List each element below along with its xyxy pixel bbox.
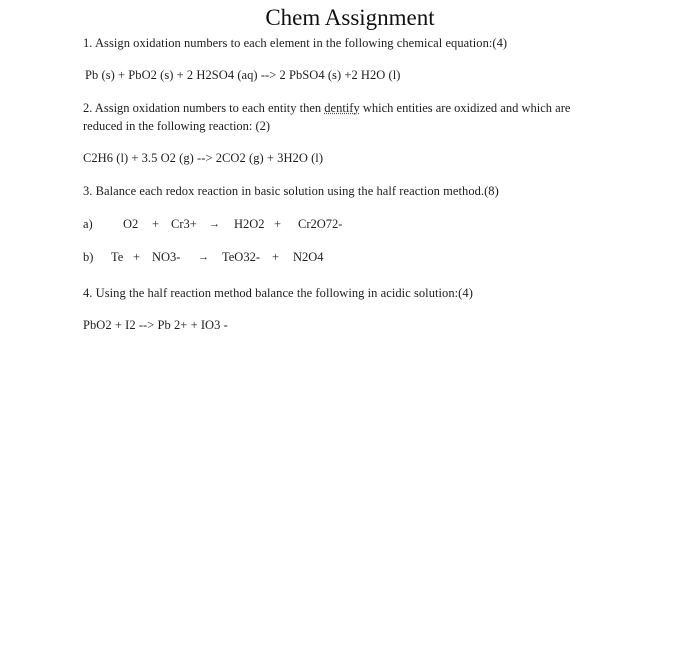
reaction-arrow: → [209,218,220,230]
product-1: TeO32- [222,250,261,264]
question-2-prompt-start: 2. Assign oxidation numbers to each entity then [83,101,325,115]
question-1-equation: Pb (s) + PbO2 (s) + 2 H2SO4 (aq) --> 2 PbSO4 (s) +2 H2O (l) [85,68,401,82]
question-2-prompt-misspelled-word: dentify [324,101,360,115]
question-1-prompt: 1. Assign oxidation numbers to each element in the following chemical equation:(4) [83,36,508,50]
reactant-1: Te [111,250,124,264]
plus-sign: + [272,250,280,264]
plus-sign: + [152,217,160,231]
reactant-2: NO3- [152,250,181,264]
item-label-a: a) [83,217,93,231]
question-4-equation: PbO2 + I2 --> Pb 2+ + IO3 - [83,318,228,332]
question-3-prompt: 3. Balance each redox reaction in basic solution using the half reaction method.(8) [83,184,499,198]
question-2-equation: C2H6 (l) + 3.5 O2 (g) --> 2CO2 (g) + 3H2O (l) [83,151,324,165]
reactant-1: O2 [123,217,139,231]
question-2-prompt-end: which entities are oxidized and which are reduced in the following reaction: (2) [83,101,571,133]
reactant-2: Cr3+ [171,217,197,231]
item-label-b: b) [83,250,94,264]
product-1: H2O2 [234,217,265,231]
product-2: N2O4 [293,250,324,264]
reaction-arrow: → [198,251,209,263]
product-2: Cr2O72- [298,217,343,231]
page-title: Chem Assignment [265,5,435,30]
question-4-prompt: 4. Using the half reaction method balance the following in acidic solution:(4) [83,286,473,300]
plus-sign: + [274,217,282,231]
question-2-prompt [83,99,588,135]
plus-sign: + [133,250,141,264]
